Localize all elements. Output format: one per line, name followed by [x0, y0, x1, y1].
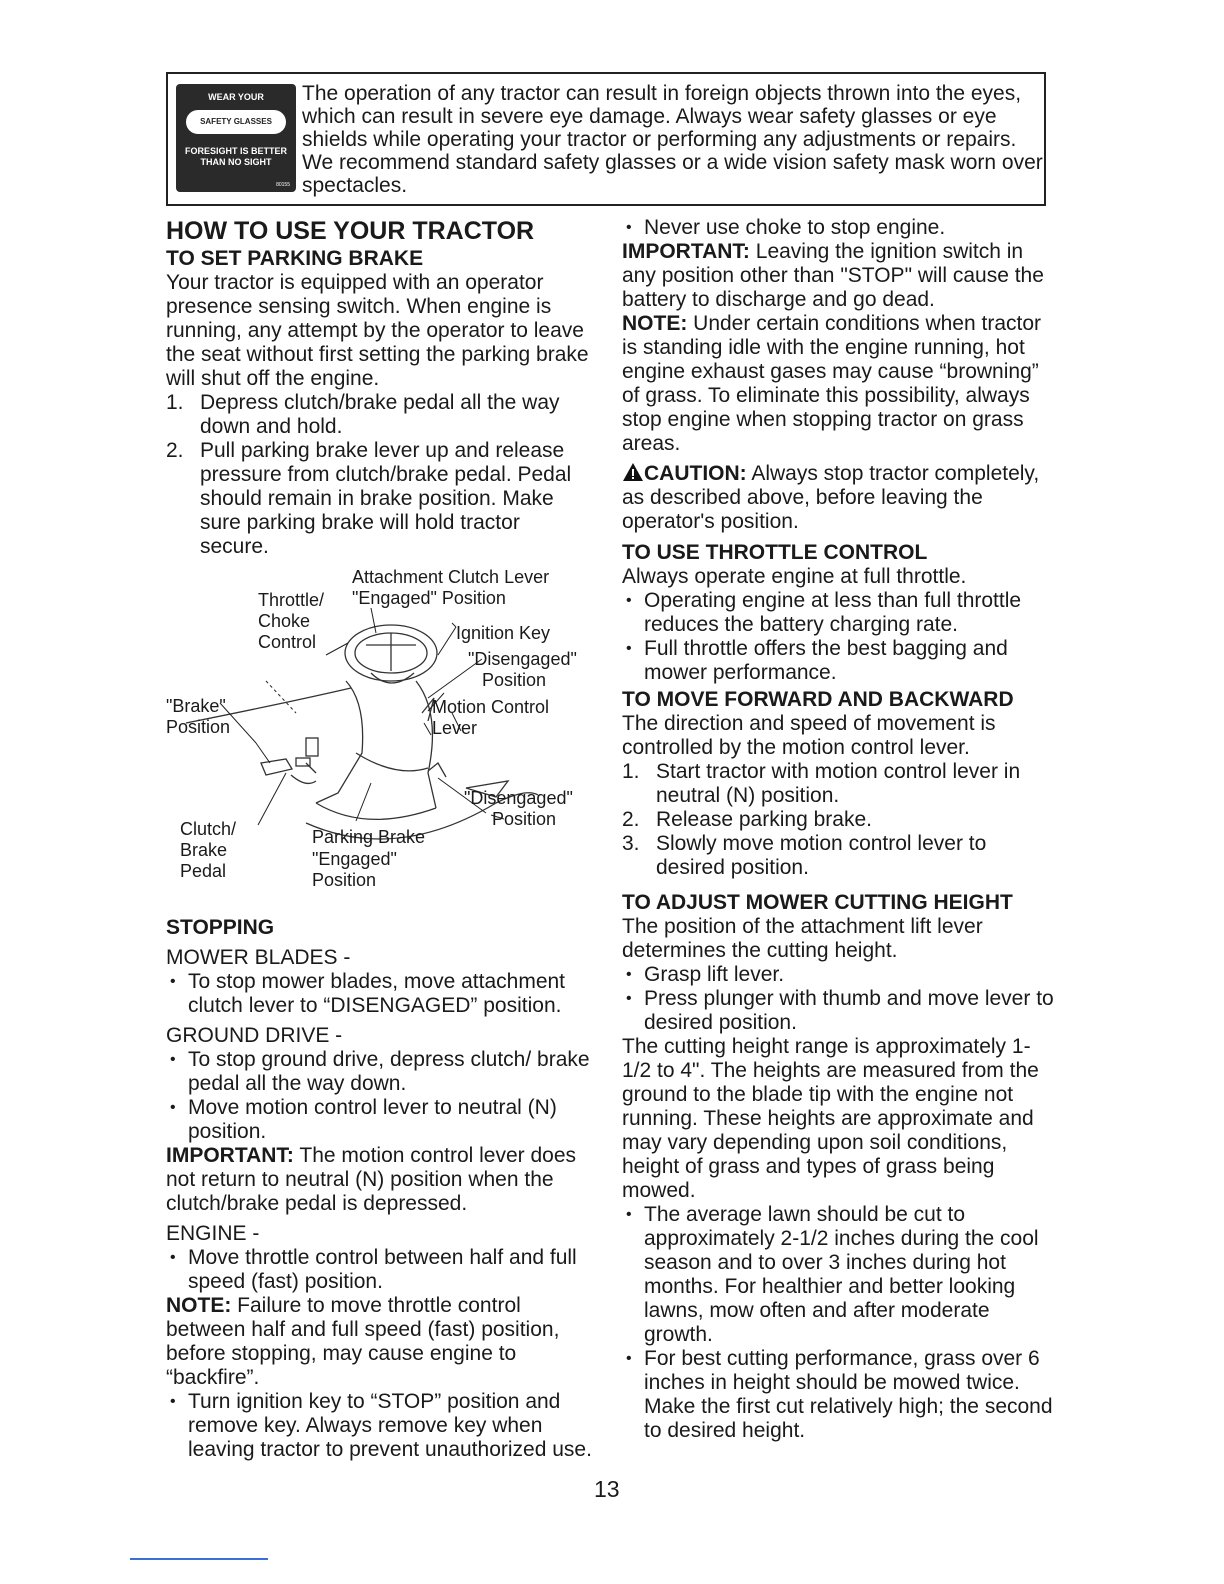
cutting-height-intro: The position of the attachment lift lever determines the cutting height. [622, 915, 983, 962]
cutting-tips-list [622, 1203, 1054, 1443]
label-choke: Choke [258, 611, 311, 631]
mower-blades-list [166, 970, 594, 1018]
logo-line-3: FORESIGHT IS BETTER THAN NO SIGHT [184, 146, 287, 167]
list-item: • Full throttle offers the best bagging and mower performance. [622, 637, 1054, 685]
safety-warning-box [166, 72, 1046, 206]
engine-subheading: ENGINE - [166, 1222, 260, 1245]
safety-glasses-logo [176, 84, 296, 192]
label-motion-control: Motion Control [432, 697, 550, 717]
label-control: Control [258, 632, 317, 652]
list-item: • For best cutting performance, grass over 6 inches in height should be mowed twice. Make the first cut relatively high; the second to desired height. [622, 1347, 1054, 1443]
list-item: • Grasp lift lever. [622, 963, 1054, 987]
list-item: 1. Depress clutch/brake pedal all the way down and hold. [166, 391, 560, 438]
cutting-height-heading: TO ADJUST MOWER CUTTING HEIGHT [622, 891, 1013, 914]
list-item: • Operating engine at less than full throttle reduces the battery charging rate. [622, 589, 1054, 637]
right-column [622, 216, 1054, 1443]
label-position-1: Position [482, 670, 547, 690]
label-ignition-key: Ignition Key [456, 623, 551, 643]
forward-backward-steps [622, 760, 1054, 880]
label-clutch-brake: Brake [180, 840, 228, 860]
list-item: • Move throttle control between half and full speed (fast) position. [166, 1246, 594, 1294]
label-position-3: Position [312, 870, 377, 890]
throttle-intro: Always operate engine at full throttle. [622, 565, 967, 588]
list-item: 2. Release parking brake. [622, 808, 872, 831]
label-engaged-position: "Engaged" Position [352, 588, 506, 608]
label-disengaged-2: "Disengaged" [464, 788, 573, 808]
backfire-note: NOTE: Failure to move throttle control between half and full speed (fast) position, before stopping, may cause engine to “backfire”. [166, 1294, 560, 1389]
label-lever: Lever [432, 718, 478, 738]
logo-line-1: WEAR YOUR [208, 92, 264, 102]
list-item: 3. Slowly move motion control lever to desired position. [622, 832, 987, 879]
label-attachment-clutch: Attachment Clutch Lever [352, 567, 550, 587]
label-parking-brake: Parking Brake [312, 827, 426, 847]
ignition-list [166, 1390, 594, 1462]
cutting-height-range: The cutting height range is approximately 1-1/2 to 4". The heights are measured from the ground to the blade tip with the engine not running. These heights are approximate and may vary depending upon soil conditions, height of grass and types of grass being mowed. [622, 1035, 1039, 1202]
stopping-heading: STOPPING [166, 916, 275, 939]
caution-note: CAUTION: Always stop tractor completely, as described above, before leaving the operator's position. [622, 462, 1040, 533]
label-engaged: "Engaged" [312, 849, 397, 869]
list-item: 2. Pull parking brake lever up and release pressure from clutch/brake pedal. Pedal should remain in brake position. Make sure parking brake will hold tractor secure. [166, 439, 572, 558]
forward-backward-intro: The direction and speed of movement is controlled by the motion control lever. [622, 712, 996, 759]
label-brake: "Brake" [166, 696, 226, 716]
section-title: HOW TO USE YOUR TRACTOR [166, 217, 535, 245]
left-column [166, 216, 594, 1462]
list-item: 1. Start tractor with motion control lever in neutral (N) position. [622, 760, 1021, 807]
cutting-height-list [622, 963, 1054, 1035]
list-item: • Press plunger with thumb and move lever to desired position. [622, 987, 1054, 1035]
browning-note: NOTE: Under certain conditions when tractor is standing idle with the engine running, hot engine exhaust gases may cause “browning” of grass. To eliminate this possibility, always stop engine when stopping tractor on grass areas. [622, 312, 1042, 455]
page-number: 13 [594, 1476, 620, 1502]
ignition-important: IMPORTANT: Leaving the ignition switch in any position other than "STOP" will cause the battery to discharge and go dead. [622, 240, 1044, 311]
label-position-2: Position [492, 809, 557, 829]
label-disengaged-1: "Disengaged" [468, 649, 577, 669]
list-item: • To stop ground drive, depress clutch/ brake pedal all the way down. [166, 1048, 594, 1096]
logo-line-2: SAFETY GLASSES [200, 117, 272, 126]
forward-backward-heading: TO MOVE FORWARD AND BACKWARD [622, 688, 1014, 711]
controls-diagram [166, 563, 596, 919]
parking-brake-intro: Your tractor is equipped with an operator presence sensing switch. When engine is running, any attempt by the operator to leave the seat without first setting the parking brake will shut off the engine. [166, 271, 589, 390]
throttle-list [622, 589, 1054, 685]
safety-warning-text: The operation of any tractor can result in foreign objects thrown into the eyes, which can result in severe eye damage. Always wear safety glasses or eye shields while operating your tractor or performing any adjustments or repairs. We recommend standard safety glasses or a wide vision safety mask worn over spectacles. [302, 82, 1043, 197]
label-clutch: Clutch/ [180, 819, 237, 839]
label-brake-position: Position [166, 717, 231, 737]
list-item: • Turn ignition key to “STOP” position and remove key. Always remove key when leaving tractor to prevent unauthorized use. [166, 1390, 594, 1462]
important-note: IMPORTANT: The motion control lever does not return to neutral (N) position when the clutch/brake pedal is depressed. [166, 1144, 577, 1215]
engine-list [166, 1246, 594, 1294]
label-throttle: Throttle/ [258, 590, 325, 610]
list-item: • Never use choke to stop engine. [622, 216, 1054, 240]
throttle-heading: TO USE THROTTLE CONTROL [622, 541, 928, 564]
label-pedal: Pedal [180, 861, 227, 881]
ground-drive-subheading: GROUND DRIVE - [166, 1024, 343, 1047]
bottom-divider [130, 1558, 268, 1560]
goggles-icon [186, 110, 286, 134]
parking-brake-steps [166, 391, 594, 559]
list-item: • Move motion control lever to neutral (N) position. [166, 1096, 594, 1144]
logo-code: 80155 [276, 182, 290, 188]
warning-triangle-icon [622, 462, 644, 482]
list-item: • The average lawn should be cut to approximately 2-1/2 inches during the cool season and to over 3 inches during hot months. For healthier and better looking lawns, mow often and after moderate growth. [622, 1203, 1054, 1347]
parking-brake-heading: TO SET PARKING BRAKE [166, 247, 424, 270]
choke-list [622, 216, 1054, 240]
mower-blades-subheading: MOWER BLADES - [166, 946, 351, 969]
ground-drive-list [166, 1048, 594, 1144]
list-item: • To stop mower blades, move attachment clutch lever to “DISENGAGED” position. [166, 970, 594, 1018]
